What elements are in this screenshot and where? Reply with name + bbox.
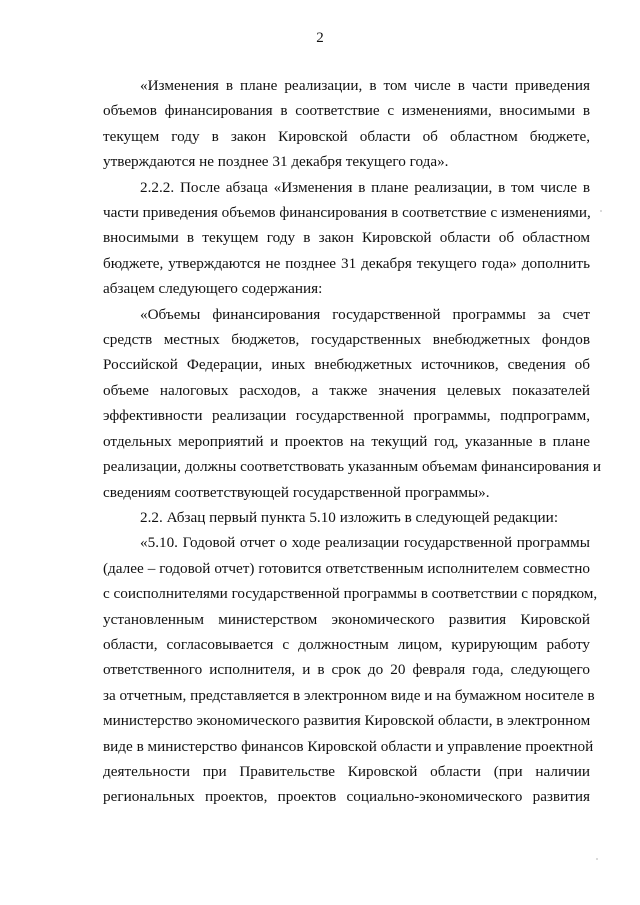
text-line: бюджете, утверждаются не позднее 31 декабря текущего года» дополнить xyxy=(103,254,590,272)
text-line: объемов финансирования в соответствие с изменениями, вносимыми в xyxy=(103,102,590,120)
text-line: с соисполнителями государственной программы в соответствии с порядком, xyxy=(103,585,598,603)
scan-speck xyxy=(600,210,602,212)
scan-speck xyxy=(596,858,598,860)
text-line: абзацем следующего содержания: xyxy=(103,280,323,298)
page-number: 2 xyxy=(316,30,324,46)
text-line: утверждаются не позднее 31 декабря текущего года». xyxy=(103,153,449,171)
text-line: сведениям соответствующей государственной программы». xyxy=(103,483,490,501)
text-line: 2.2. Абзац первый пункта 5.10 изложить в следующей редакции: xyxy=(140,508,559,526)
text-line: объеме налоговых расходов, а также значения целевых показателей xyxy=(103,381,590,399)
text-line: средств местных бюджетов, государственных внебюджетных фондов xyxy=(103,331,590,349)
text-line: реализации, должны соответствовать указанным объемам финансирования и xyxy=(103,458,602,476)
text-line: (далее – годовой отчет) готовится ответственным исполнителем совместно xyxy=(103,559,590,577)
text-line: «Изменения в плане реализации, в том числе в части приведения xyxy=(140,77,590,94)
text-line: области, согласовывается с должностным лицом, курирующим работу xyxy=(103,635,590,653)
text-line: отдельных мероприятий и проектов на текущий год, указанные в плане xyxy=(103,432,590,450)
text-line: министерство экономического развития Кировской области, в электронном xyxy=(103,712,591,730)
text-line: Российской Федерации, иных внебюджетных источников, сведения об xyxy=(103,356,590,374)
text-line: текущем году в закон Кировской области об областном бюджете, xyxy=(103,127,590,145)
document-body xyxy=(103,73,602,810)
text-line: за отчетным, представляется в электронном виде и на бумажном носителе в xyxy=(103,686,595,704)
text-line: ответственного исполнителя, и в срок до 20 февраля года, следующего xyxy=(103,661,590,679)
text-line: «5.10. Годовой отчет о ходе реализации государственной программы xyxy=(140,534,590,552)
text-line: региональных проектов, проектов социально-экономического развития xyxy=(103,788,590,806)
text-line: «Объемы финансирования государственной программы за счет xyxy=(140,305,590,323)
text-line: виде в министерство финансов Кировской области и управление проектной xyxy=(103,737,594,755)
text-line: части приведения объемов финансирования в соответствие с изменениями, xyxy=(103,204,591,222)
text-line: вносимыми в текущем году в закон Кировской области об областном xyxy=(103,229,590,247)
text-line: 2.2.2. После абзаца «Изменения в плане реализации, в том числе в xyxy=(140,178,590,196)
text-line: деятельности при Правительстве Кировской области (при наличии xyxy=(103,762,590,780)
text-line: установленным министерством экономического развития Кировской xyxy=(103,610,590,628)
text-line: эффективности реализации государственной программы, подпрограмм, xyxy=(103,407,590,425)
